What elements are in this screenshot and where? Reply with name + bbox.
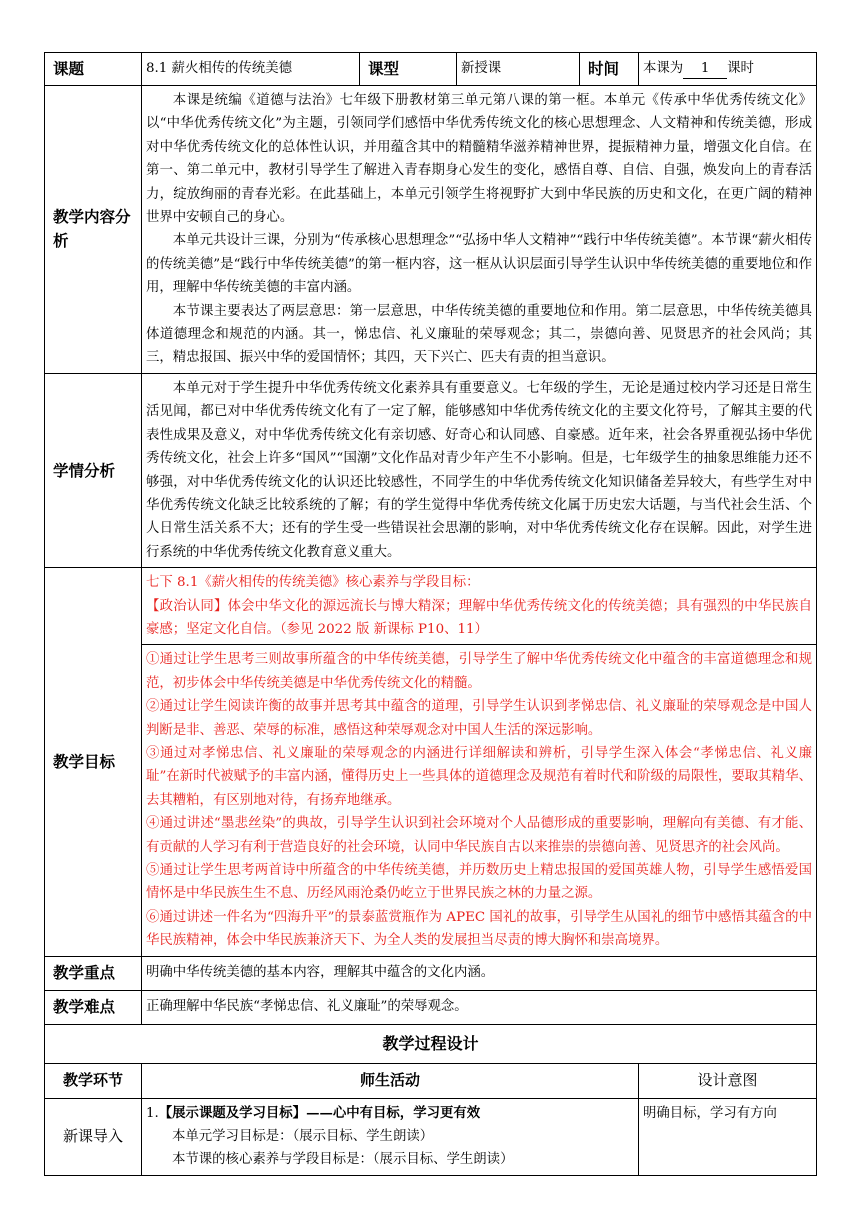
- key-point-text: 明确中华传统美德的基本内容，理解其中蕴含的文化内涵。: [142, 956, 817, 990]
- learner-analysis-row: [45, 373, 817, 567]
- learner-analysis-body: [142, 373, 817, 567]
- goals-core: [142, 568, 817, 645]
- learner-analysis-label: 学情分析: [45, 373, 142, 567]
- goals-core-line: 【政治认同】体会中华文化的源远流长与博大精深；理解中华优秀传统文化的传统美德；具有强烈的中华民族自豪感；坚定文化自信。（参见 2022 版 新课标 P10、11）: [146, 598, 812, 637]
- goals-items-row: [45, 645, 817, 956]
- key-point-row: [45, 956, 817, 990]
- content-paragraph: 本节课主要表达了两层意思：第一层意思，中华传统美德的重要地位和作用。第二层意思，中华传统美德具体道德理念和规范的内涵。其一，悌忠信、礼义廉耻的荣辱观念；其二，崇德向善、见贤思齐的社会风尚；其三，精忠报国、振兴中华的爱国情怀；其四，天下兴亡、匹夫有责的担当意识。: [146, 303, 812, 366]
- difficulty-row: [45, 990, 817, 1024]
- goal-item: ⑥通过讲述一件名为“四海升平”的景泰蓝赏瓶作为 APEC 国礼的故事，引导学生从国礼的细节中感悟其蕴含的中华民族精神，体会中华民族兼济天下、为全人类的发展担当尽责的博大胸怀和崇高境界。: [146, 909, 812, 949]
- key-point-label: 教学重点: [45, 956, 142, 990]
- content-paragraph: 本课是统编《道德与法治》七年级下册教材第三单元第八课的第一框。本单元《传承中华优秀传统文化》以“中华优秀传统文化”为主题，引领同学们感悟中华优秀传统文化的核心思想理念、人文精神和传统美德，形成对中华优秀传统文化的总体性认识，并用蕴含其中的精髓精华滋养精神世界，提振精神力量，增强文化自信。在第一、第二单元中，教材引导学生了解进入青春期身心发生的变化，感悟自尊、自信、自强，焕发向上的青春活力，绽放绚丽的青春光彩。在此基础上，本单元引领学生将视野扩大到中华民族的历史和文化，在更广阔的精神世界中安顿自己的身心。: [146, 93, 812, 226]
- time-label: 时间: [580, 53, 639, 86]
- time-suffix: 课时: [727, 61, 754, 77]
- topic-label: 课题: [45, 53, 142, 86]
- content-analysis-body: [142, 86, 817, 374]
- time-value: [639, 53, 817, 86]
- goal-item: ④通过讲述“墨悲丝染”的典故，引导学生认识到社会环境对个人品德形成的重要影响，理解向有美德、有才能、有贡献的人学习有利于营造良好的社会环境，认同中华民族自古以来推崇的崇德向善、见贤思齐的社会风尚。: [146, 816, 812, 855]
- goal-item: ①通过让学生思考三则故事所蕴含的中华传统美德，引导学生了解中华优秀传统文化中蕴含的丰富道德理念和规范，初步体会中华传统美德是中华优秀传统文化的精髓。: [146, 652, 812, 691]
- goals-core-row: [45, 568, 817, 645]
- time-hours: 1: [683, 60, 727, 79]
- process-intent: 明确目标，学习有方向: [639, 1098, 817, 1175]
- goal-item: ③通过对孝悌忠信、礼义廉耻的荣辱观念的内涵进行详细解读和辨析，引导学生深入体会“孝悌忠信、礼义廉耻”在新时代被赋予的丰富内涵，懂得历史上一些具体的道德理念及规范有着时代和阶级的局限性，要取其精华、去其糟粕，有区别地对待，有扬弃地继承。: [146, 745, 812, 808]
- type-label: 课型: [360, 53, 457, 86]
- goals-core-line: 七下 8.1《薪火相传的传统美德》核心素养与学段目标：: [146, 575, 480, 591]
- activity-heading: [146, 1102, 634, 1125]
- goal-item: ⑤通过让学生思考两首诗中所蕴含的中华传统美德，并历数历史上精忠报国的爱国英雄人物，引导学生感悟爱国情怀是中华民族生生不息、历经风雨沧桑仍屹立于世界民族之林的力量之源。: [146, 863, 812, 902]
- activity-line: 本节课的核心素养与学段目标是：（展示目标、学生朗读）: [172, 1152, 514, 1168]
- content-analysis-row: [45, 86, 817, 374]
- process-title-row: [45, 1024, 817, 1063]
- goals-label: 教学目标: [45, 568, 142, 957]
- learner-paragraph: 本单元对于学生提升中华优秀传统文化素养具有重要意义。七年级的学生，无论是通过校内学习还是日常生活见闻，都已对中华优秀传统文化有了一定了解，能够感知中华优秀传统文化的主要文化符号，了解其主要的代表性成果及意义，对中华优秀传统文化有亲切感、好奇心和认同感、自豪感。近年来，社会各界重视弘扬中华优秀传统文化，社会上许多“国风”“国潮”文化作品对青少年产生不小影响。但是，七年级学生的抽象思维能力还不够强，对中华优秀传统文化的认识还比较感性，不同学生的中华优秀传统文化知识储备差异较大，有些学生对中华优秀传统文化缺乏比较系统的了解；有的学生觉得中华优秀传统文化属于历史宏大话题，与当代社会生活、个人日常生活关系不大；还有的学生受一些错误社会思潮的影响，对中华优秀传统文化存在误解。因此，对学生进行系统的中华优秀传统文化教育意义重大。: [146, 380, 812, 560]
- process-header-row: [45, 1063, 817, 1098]
- lesson-plan: [44, 52, 816, 1176]
- goals-items: [142, 645, 817, 956]
- activity-heading-num: 1.: [146, 1105, 159, 1121]
- process-activity: [142, 1098, 639, 1175]
- difficulty-label: 教学难点: [45, 990, 142, 1024]
- time-prefix: 本课为: [643, 61, 684, 77]
- content-analysis-label: 教学内容分析: [45, 86, 142, 374]
- col-stage-header: 教学环节: [45, 1063, 142, 1098]
- col-intent-header: 设计意图: [639, 1063, 817, 1098]
- goal-item: ②通过让学生阅读许衡的故事并思考其中蕴含的道理，引导学生认识到孝悌忠信、礼义廉耻的荣辱观念是中国人判断是非、善恶、荣辱的标准，感悟这种荣辱观念对中国人生活的深远影响。: [146, 699, 812, 738]
- header-row: [45, 53, 817, 86]
- process-title: 教学过程设计: [45, 1024, 817, 1063]
- lesson-plan-table: [44, 52, 817, 1176]
- type-value: 新授课: [457, 53, 580, 86]
- content-paragraph: 本单元共设计三课，分别为“传承核心思想理念”“弘扬中华人文精神”“践行中华传统美德”。本节课“薪火相传的传统美德”是“践行中华传统美德”的第一框内容，这一框从认识层面引导学生认识中华传统美德的重要地位和作用，理解中华传统美德的丰富内涵。: [146, 233, 812, 296]
- process-row: [45, 1098, 817, 1175]
- topic-value: 8.1 薪火相传的传统美德: [142, 53, 360, 86]
- activity-heading-text: 【展示课题及学习目标】——心中有目标，学习更有效: [158, 1104, 481, 1121]
- process-stage: 新课导入: [45, 1098, 142, 1175]
- difficulty-text: 正确理解中华民族“孝悌忠信、礼义廉耻”的荣辱观念。: [142, 990, 817, 1024]
- activity-line: 本单元学习目标是：（展示目标、学生朗读）: [172, 1129, 434, 1145]
- col-activity-header: 师生活动: [142, 1063, 639, 1098]
